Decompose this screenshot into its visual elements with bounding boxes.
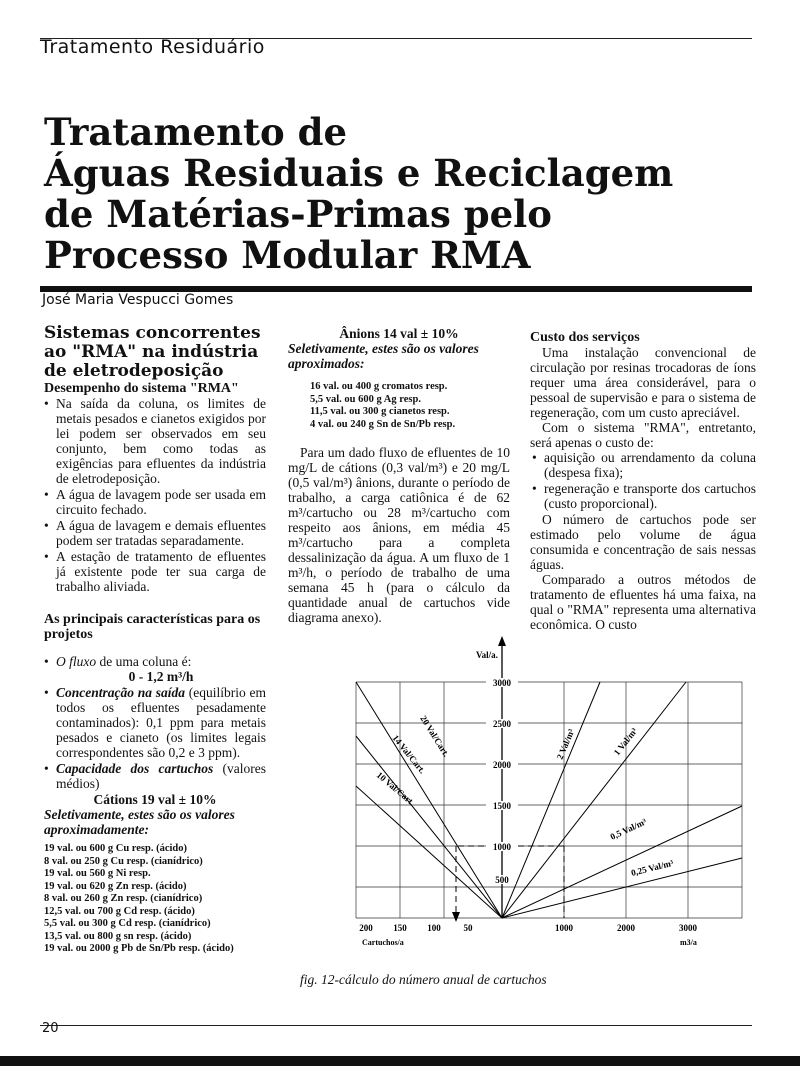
body-paragraph: Com o sistema "RMA", entretanto, será apenas o custo de: (530, 420, 756, 450)
flux-text: de uma coluna é: (96, 654, 192, 669)
anions-subheading: Seletivamente, estes são os valores aproximados: (288, 341, 479, 371)
arrow-icon (498, 636, 506, 646)
author: José Maria Vespucci Gomes (42, 292, 234, 308)
list-item: 19 val. ou 600 g Cu resp. (ácido) (44, 843, 188, 854)
costs-heading: Custo dos serviços (530, 330, 640, 345)
concentration-text: (equilíbrio em todos os efluentes pesadamente contaminados): 0,1 ppm para metais pesados e cianeto (os limites legais correspondentes são 0,2 e 3 ppm). (56, 685, 266, 760)
column-3 (530, 330, 756, 632)
left-axis-label: Cartuchos/a (362, 938, 404, 947)
list-item (44, 761, 266, 791)
flux-value: 0 - 1,2 m³/h (128, 669, 194, 684)
line-label: 14 Val/Cart. (390, 732, 428, 776)
anions-list (288, 381, 510, 431)
left-x-ticks (359, 923, 473, 933)
tick-label: 200 (359, 923, 373, 933)
column-subtitle: Sistemas concorrentes ao "RMA" na indústria de eletrodeposição (44, 323, 261, 381)
right-lines (502, 682, 742, 918)
characteristics-heading: As principais características para os projetos (44, 612, 261, 642)
performance-heading: Desempenho do sistema "RMA" (44, 381, 239, 396)
figure-caption: fig. 12-cálculo do número anual de cartuchos (300, 972, 547, 987)
line-label: 20 Val/Cart. (418, 713, 452, 759)
line-label: 1 Val/m³ (611, 725, 640, 758)
list-item: • A água de lavagem pode ser usada em circuito fechado. (44, 487, 266, 517)
list-item: 5,5 val. ou 300 g Cd resp. (cianídrico) (44, 918, 211, 929)
cations-subheading: Seletivamente, estes são os valores aproximadamente: (44, 807, 235, 837)
list-item: 5,5 val. ou 600 g Ag resp. (310, 393, 421, 405)
arrow-icon (452, 912, 460, 922)
title-line: Processo Modular RMA (44, 233, 531, 277)
tick-label: 150 (393, 923, 407, 933)
list-item: 8 val. ou 250 g Cu resp. (cianídrico) (44, 855, 203, 867)
list-item: • Na saída da coluna, os limites de metais pesados e cianetos exigidos por lei podem ser observados em seu conjunto, bem como todas as exigências para efluentes da indústria de eletrodeposição. (44, 396, 266, 486)
body-paragraph: O número de cartuchos pode ser estimado pelo volume de água consumida e concentração de sais nessas águas. (530, 512, 756, 572)
performance-list (44, 396, 266, 594)
column-2 (288, 326, 510, 625)
list-item: 19 val. ou 560 g Ni resp. (44, 868, 151, 879)
concentration-label: Concentração na saída (56, 685, 186, 700)
list-item: 13,5 val. ou 800 g sn resp. (ácido) (44, 930, 192, 942)
article-title (44, 112, 684, 276)
tick-label: 50 (463, 923, 473, 933)
tick-label: 2500 (493, 719, 511, 729)
body-paragraph: Para um dado fluxo de efluentes de 10 mg/L de cátions (0,3 val/m³) e 20 mg/L (0,5 val/m³) ânions, durante o período de trabalho, a carga catiônica é de 62 m³/cartucho ou 28 m³/cartucho com respeito aos ânions, em média 45 m³/cartucho para a completa dessalinização da água. A um fluxo de 1 m³/h, o período de trabalho de uma semana 45 h (para o cálculo da quantidade anual de cartuchos vide diagrama anexo). (288, 445, 510, 625)
nomogram-svg (300, 636, 760, 948)
scan-edge (0, 1056, 800, 1066)
line-label: 10 Val/Cart. (374, 769, 417, 808)
tick-label: 500 (495, 875, 509, 885)
tick-label: 1000 (493, 842, 511, 852)
capacity-text: (valores médios) (56, 761, 266, 791)
list-item (44, 685, 266, 760)
list-item: • regeneração e transporte dos cartuchos (custo proporcional). (532, 481, 756, 511)
body-paragraph: Comparado a outros métodos de tratamento de efluentes há uma faixa, na qual o "RMA" representa uma alternativa econômica. O custo (530, 572, 756, 632)
list-item (44, 654, 266, 684)
list-item: 11,5 val. ou 300 g cianetos resp. (310, 406, 450, 417)
section-header: Tratamento Residuário (40, 36, 265, 58)
cations-heading: Cátions 19 val ± 10% (93, 792, 217, 807)
nomogram-figure (300, 636, 760, 948)
column-1 (44, 324, 266, 956)
right-x-ticks (555, 923, 698, 933)
characteristics-list (44, 654, 266, 791)
tick-label: 2000 (493, 760, 511, 770)
list-item: 19 val. ou 2000 g Pb de Sn/Pb resp. (ácido) (44, 943, 234, 954)
tick-label: 3000 (493, 678, 511, 688)
list-item: • A água de lavagem e demais efluentes podem ser tratadas separadamente. (44, 518, 266, 548)
tick-label: 1500 (493, 801, 511, 811)
line-label: 2 Val/m³ (554, 727, 577, 761)
body-paragraph: Uma instalação convencional de circulação por resinas trocadoras de íons requer uma área considerável, para o pessoal de supervisão e para o sistema de regeneração, com um custo apreciável. (530, 345, 756, 420)
capacity-label: Capacidade dos cartuchos (56, 761, 214, 776)
list-item: 8 val. ou 260 g Zn resp. (cianídrico) (44, 893, 203, 904)
title-line: de Matérias-Primas pelo (44, 192, 552, 236)
tick-label: 100 (427, 923, 441, 933)
list-item: 19 val. ou 620 g Zn resp. (ácido) (44, 880, 187, 892)
tick-label: 2000 (617, 923, 635, 933)
list-item: 16 val. ou 400 g cromatos resp. (310, 381, 448, 392)
title-line: Águas Residuais e Reciclagem (44, 151, 674, 195)
title-line: Tratamento de (44, 110, 348, 154)
footer-rule (40, 1025, 752, 1026)
tick-label: 1000 (555, 923, 573, 933)
line-label: 0,25 Val/m³ (630, 857, 675, 878)
page-number: 20 (42, 1021, 59, 1036)
list-item: • aquisição ou arrendamento da coluna (despesa fixa); (532, 450, 756, 480)
cations-list (44, 843, 266, 956)
right-axis-label: m3/a (680, 938, 697, 947)
tick-label: 3000 (679, 923, 697, 933)
line-label: 0,5 Val/m³ (608, 816, 648, 842)
flux-label: O fluxo (56, 654, 97, 669)
costs-list (530, 450, 756, 511)
y-axis-label: Val/a. (476, 650, 498, 660)
anions-heading: Ânions 14 val ± 10% (339, 326, 459, 341)
list-item: 4 val. ou 240 g Sn de Sn/Pb resp. (310, 418, 456, 430)
list-item: 12,5 val. ou 700 g Cd resp. (ácido) (44, 905, 195, 917)
list-item: • A estação de tratamento de efluentes já existente pode ter sua carga de trabalho aliviada. (44, 549, 266, 594)
